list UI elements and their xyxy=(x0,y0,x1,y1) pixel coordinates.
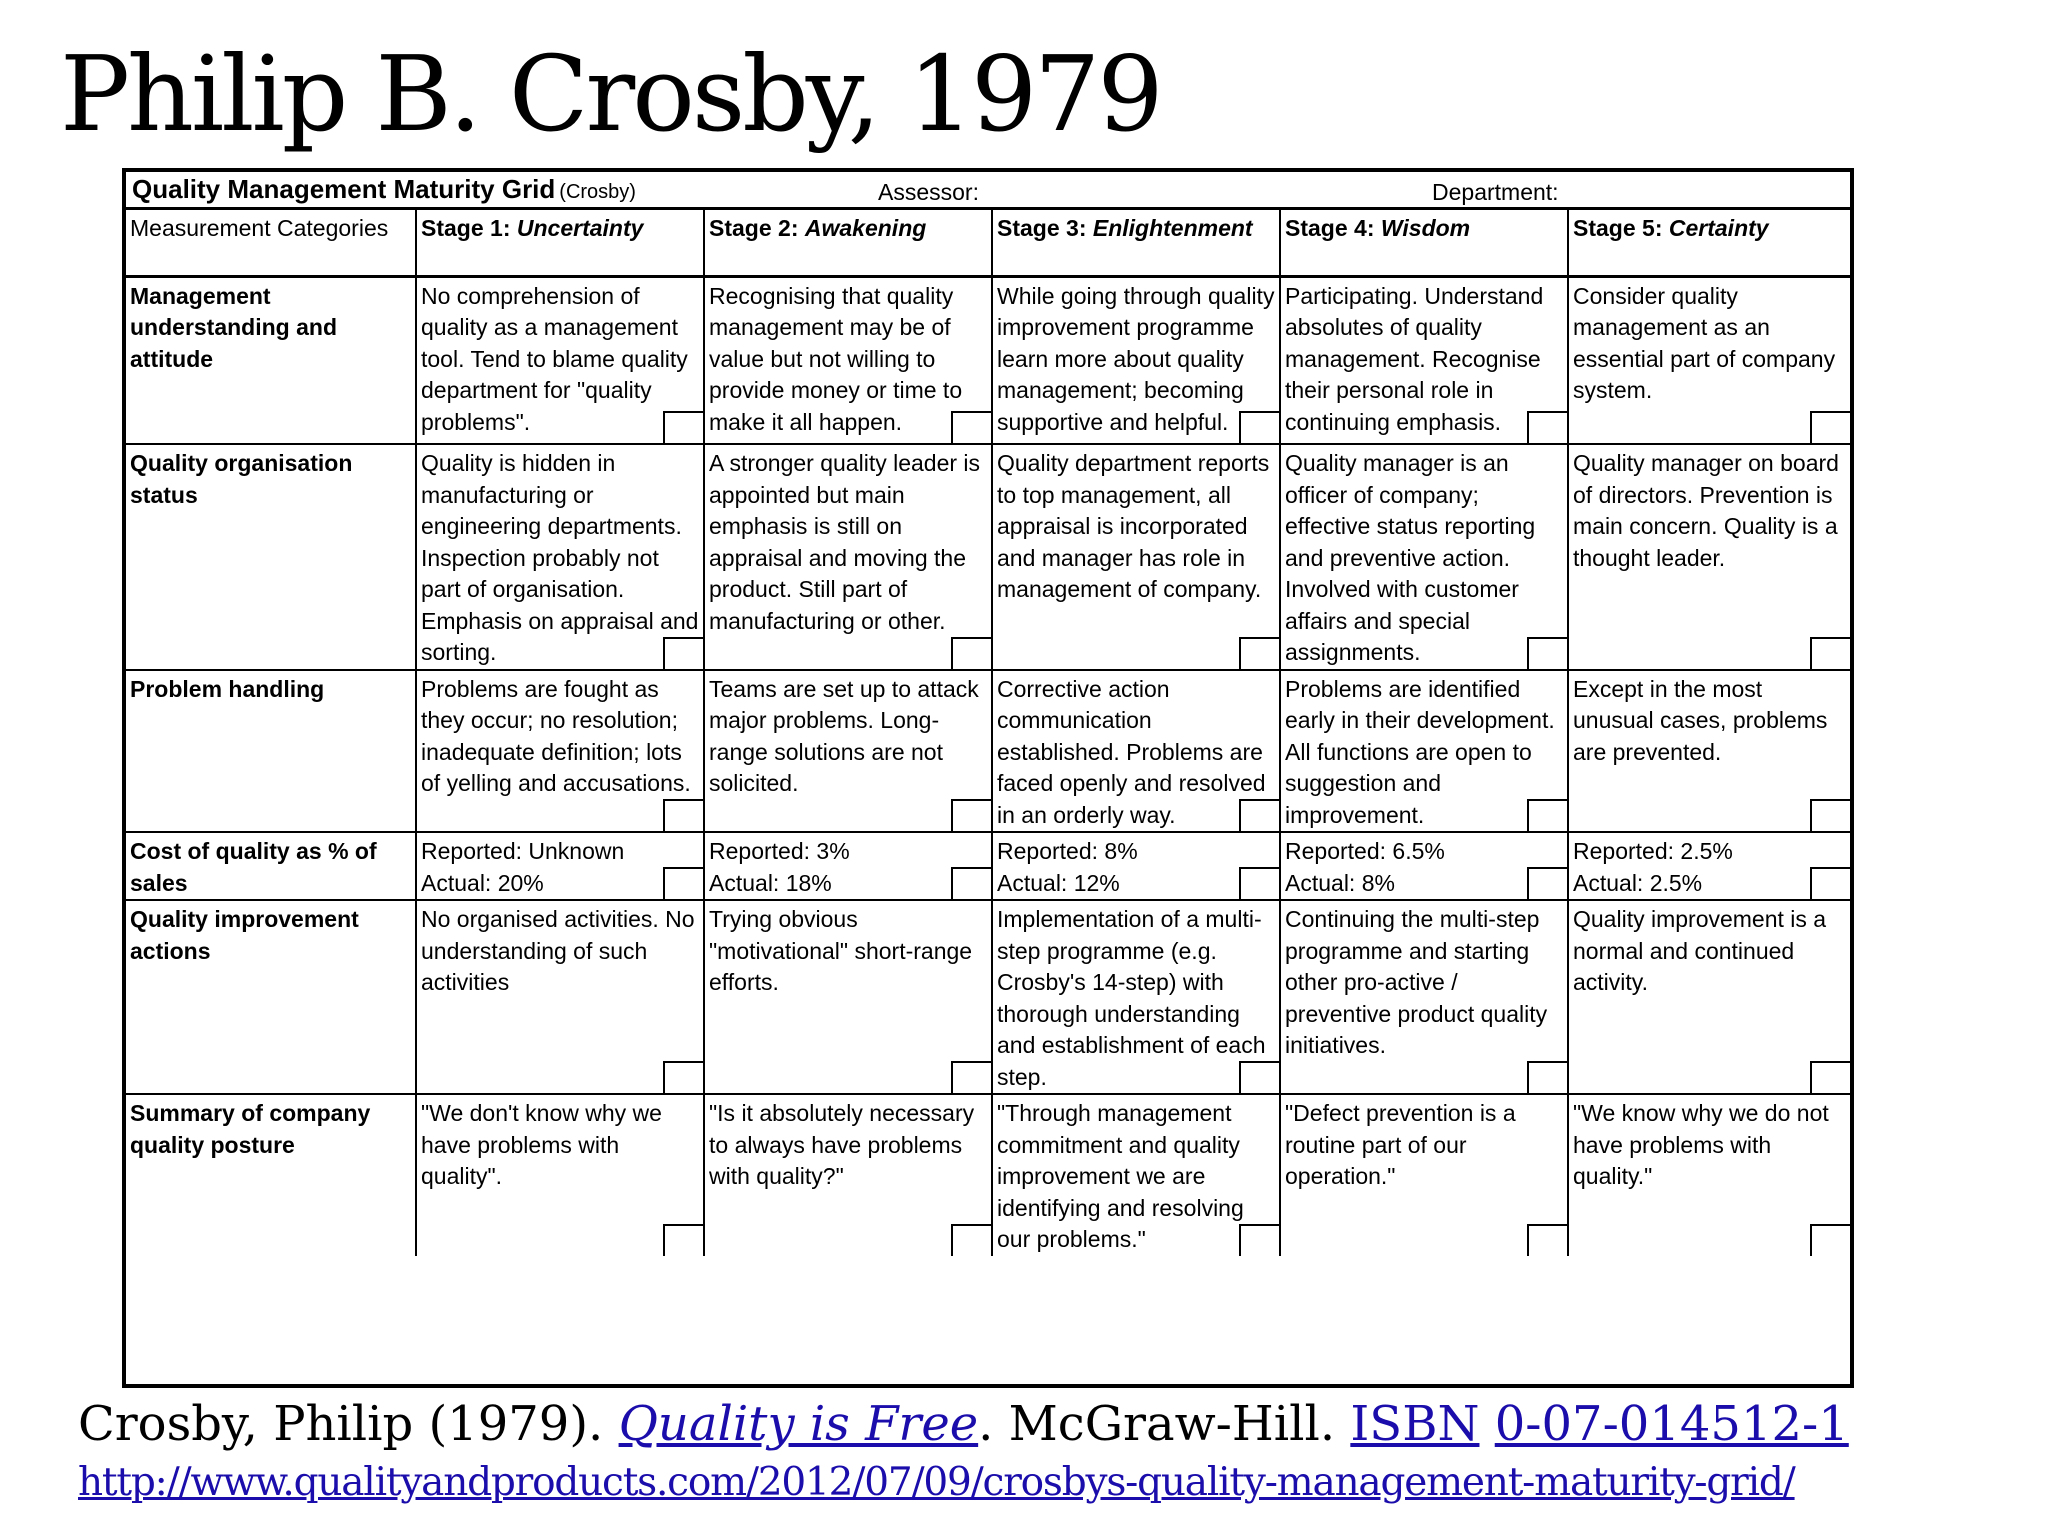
stage-3-cell xyxy=(992,900,1280,1094)
score-checkbox[interactable] xyxy=(951,637,991,669)
score-checkbox[interactable] xyxy=(663,867,703,899)
stage-3-cell xyxy=(992,832,1280,900)
stage-5-cell xyxy=(1568,1094,1850,1256)
score-checkbox[interactable] xyxy=(951,799,991,831)
score-checkbox[interactable] xyxy=(1527,799,1567,831)
measurement-category: Management understanding and attitude xyxy=(126,276,416,444)
score-checkbox[interactable] xyxy=(1239,411,1279,443)
stage-prefix: Stage 2: xyxy=(709,215,799,241)
stage-4-cell xyxy=(1280,444,1568,670)
stage-3-cell xyxy=(992,1094,1280,1256)
stage-2-cell xyxy=(704,832,992,900)
stage-4-cell xyxy=(1280,900,1568,1094)
score-checkbox[interactable] xyxy=(663,1224,703,1256)
cost-reported: Reported: Unknown xyxy=(421,838,625,864)
cell-text: Corrective action communication established. Problems are faced openly and resolved in an orderly way. xyxy=(997,675,1266,828)
stage-header-row xyxy=(126,210,1850,276)
stage-4-cell xyxy=(1280,670,1568,833)
cell-text: Continuing the multi-step programme and starting other pro-active / preventive product quality initiatives. xyxy=(1285,906,1548,1058)
measurement-category: Problem handling xyxy=(126,670,416,833)
cell-text: Problems are fought as they occur; no resolution; inadequate definition; lots of yelling and accusations. xyxy=(421,675,691,796)
score-checkbox[interactable] xyxy=(1527,1061,1567,1093)
score-checkbox[interactable] xyxy=(1239,799,1279,831)
score-checkbox[interactable] xyxy=(1810,1224,1850,1256)
cell-text: Except in the most unusual cases, problems are prevented. xyxy=(1573,675,1828,765)
score-checkbox[interactable] xyxy=(1527,867,1567,899)
isbn-link[interactable]: ISBN xyxy=(1350,1396,1480,1452)
stage-prefix: Stage 3: xyxy=(997,215,1087,241)
stage-2-cell xyxy=(704,276,992,444)
cell-text: A stronger quality leader is appointed but main emphasis is still on appraisal and moving the product. Still part of manufacturing or other. xyxy=(709,450,981,634)
grid-row xyxy=(126,276,1850,444)
grid-row xyxy=(126,670,1850,833)
stage-2-cell xyxy=(704,670,992,833)
cell-text: No comprehension of quality as a management tool. Tend to blame quality department for "quality problems". xyxy=(421,282,688,435)
stage-1-cell xyxy=(416,444,704,670)
stage-name: Uncertainty xyxy=(516,215,644,241)
book-title-link[interactable] xyxy=(619,1396,979,1452)
cell-text: "We know why we do not have problems with quality." xyxy=(1573,1100,1829,1189)
cell-text: Quality manager on board of directors. Prevention is main concern. Quality is a thought leader. xyxy=(1573,450,1839,571)
cell-text: "We don't know why we have problems with quality". xyxy=(421,1100,662,1189)
stage-1-cell xyxy=(416,276,704,444)
stage-1-cell xyxy=(416,832,704,900)
stage-5-cell xyxy=(1568,832,1850,900)
cost-actual: Actual: 2.5% xyxy=(1573,869,1703,896)
maturity-table xyxy=(126,210,1850,1256)
grid-row xyxy=(126,900,1850,1094)
score-checkbox[interactable] xyxy=(663,799,703,831)
source-url-link[interactable]: http://www.qualityandproducts.com/2012/07/09/crosbys-quality-management-maturity-grid/ xyxy=(78,1460,1795,1505)
grid-title-text: Quality Management Maturity Grid xyxy=(132,174,556,204)
cell-text: No organised activities. No understanding of such activities xyxy=(421,906,695,995)
cell-text: While going through quality improvement programme learn more about quality management; becoming supportive and helpful. xyxy=(997,282,1275,435)
cost-reported: Reported: 3% xyxy=(709,838,850,864)
cell-text: "Is it absolutely necessary to always have problems with quality?" xyxy=(709,1100,975,1189)
score-checkbox[interactable] xyxy=(951,867,991,899)
grid-title-suffix: (Crosby) xyxy=(559,181,636,203)
cost-actual: Actual: 8% xyxy=(1285,869,1395,896)
grid-row xyxy=(126,1094,1850,1256)
score-checkbox[interactable] xyxy=(1810,411,1850,443)
stage-5-cell xyxy=(1568,900,1850,1094)
citation-publisher: . McGraw-Hill. xyxy=(978,1396,1336,1452)
score-checkbox[interactable] xyxy=(1810,799,1850,831)
stage-2-cell xyxy=(704,1094,992,1256)
score-checkbox[interactable] xyxy=(1239,867,1279,899)
department-label: Department: xyxy=(1432,179,1559,205)
maturity-grid xyxy=(122,168,1854,1388)
stage-4-cell xyxy=(1280,276,1568,444)
cell-text: Problems are identified early in their development. All functions are open to suggestion and improvement. xyxy=(1285,675,1555,828)
stage-name: Enlightenment xyxy=(1092,215,1253,241)
measurement-category: Summary of company quality posture xyxy=(126,1094,416,1256)
stage-3-cell xyxy=(992,276,1280,444)
measurement-category: Cost of quality as % of sales xyxy=(126,832,416,900)
measurement-categories-header: Measurement Categories xyxy=(126,210,416,276)
stage-5-header xyxy=(1568,210,1850,276)
stage-1-cell xyxy=(416,900,704,1094)
cost-actual: Actual: 18% xyxy=(709,869,832,896)
grid-header-bar xyxy=(126,172,1850,210)
cell-text: Teams are set up to attack major problems. Long-range solutions are not solicited. xyxy=(709,675,979,796)
citation xyxy=(78,1396,1849,1452)
cost-reported: Reported: 6.5% xyxy=(1285,838,1445,864)
grid-title xyxy=(132,174,636,209)
stage-4-header xyxy=(1280,210,1568,276)
stage-prefix: Stage 1: xyxy=(421,215,511,241)
stage-5-cell xyxy=(1568,444,1850,670)
stage-prefix: Stage 5: xyxy=(1573,215,1663,241)
cell-text: Quality manager is an officer of company; effective status reporting and preventive action. Involved with customer affairs and special assignments. xyxy=(1285,450,1536,665)
cell-text: "Defect prevention is a routine part of our operation." xyxy=(1285,1100,1516,1189)
stage-4-cell xyxy=(1280,1094,1568,1256)
score-checkbox[interactable] xyxy=(663,637,703,669)
stage-1-cell xyxy=(416,670,704,833)
score-checkbox[interactable] xyxy=(951,411,991,443)
slide-title: Philip B. Crosby, 1979 xyxy=(60,33,1161,155)
score-checkbox[interactable] xyxy=(1239,1224,1279,1256)
score-checkbox[interactable] xyxy=(951,1061,991,1093)
cost-reported: Reported: 8% xyxy=(997,838,1138,864)
assessor-label: Assessor: xyxy=(878,179,979,205)
stage-5-cell xyxy=(1568,276,1850,444)
grid-row xyxy=(126,444,1850,670)
score-checkbox[interactable] xyxy=(1239,637,1279,669)
stage-name: Wisdom xyxy=(1380,215,1471,241)
cell-text: Quality improvement is a normal and continued activity. xyxy=(1573,906,1827,995)
stage-3-cell xyxy=(992,670,1280,833)
score-checkbox[interactable] xyxy=(663,1061,703,1093)
score-checkbox[interactable] xyxy=(1810,867,1850,899)
stage-4-cell xyxy=(1280,832,1568,900)
stage-name: Awakening xyxy=(804,215,927,241)
score-checkbox[interactable] xyxy=(1527,637,1567,669)
stage-3-cell xyxy=(992,444,1280,670)
cell-text: Trying obvious "motivational" short-range efforts. xyxy=(709,906,973,995)
score-checkbox[interactable] xyxy=(1810,637,1850,669)
grid-row xyxy=(126,832,1850,900)
cell-text: Quality is hidden in manufacturing or engineering departments. Inspection probably not part of organisation. Emphasis on appraisal and sorting. xyxy=(421,450,699,665)
isbn-number-link[interactable]: 0-07-014512-1 xyxy=(1494,1396,1849,1452)
stage-3-header xyxy=(992,210,1280,276)
stage-5-cell xyxy=(1568,670,1850,833)
cell-text: Participating. Understand absolutes of quality management. Recognise their personal role in continuing emphasis. xyxy=(1285,282,1544,435)
stage-1-cell xyxy=(416,1094,704,1256)
measurement-category: Quality improvement actions xyxy=(126,900,416,1094)
book-title: Quality is Free xyxy=(618,1396,979,1452)
stage-1-header xyxy=(416,210,704,276)
cost-actual: Actual: 12% xyxy=(997,869,1120,896)
cell-text: Consider quality management as an essential part of company system. xyxy=(1573,282,1836,403)
citation-author: Crosby, Philip (1979). xyxy=(78,1396,604,1452)
stage-2-cell xyxy=(704,900,992,1094)
stage-name: Certainty xyxy=(1668,215,1769,241)
cost-actual: Actual: 20% xyxy=(421,869,544,896)
cell-text: Implementation of a multi-step programme (e.g. Crosby's 14-step) with thorough understanding and establishment of each step. xyxy=(997,906,1266,1090)
cell-text: Quality department reports to top management, all appraisal is incorporated and manager has role in management of company. xyxy=(997,450,1270,602)
stage-2-header xyxy=(704,210,992,276)
score-checkbox[interactable] xyxy=(1527,411,1567,443)
measurement-category: Quality organisation status xyxy=(126,444,416,670)
score-checkbox[interactable] xyxy=(1239,1061,1279,1093)
score-checkbox[interactable] xyxy=(1810,1061,1850,1093)
score-checkbox[interactable] xyxy=(1527,1224,1567,1256)
cell-text: Recognising that quality management may be of value but not willing to provide money or time to make it all happen. xyxy=(709,282,963,435)
stage-prefix: Stage 4: xyxy=(1285,215,1375,241)
score-checkbox[interactable] xyxy=(663,411,703,443)
stage-2-cell xyxy=(704,444,992,670)
score-checkbox[interactable] xyxy=(951,1224,991,1256)
cell-text: "Through management commitment and quality improvement we are identifying and resolving our problems." xyxy=(997,1100,1244,1252)
cost-reported: Reported: 2.5% xyxy=(1573,838,1733,864)
